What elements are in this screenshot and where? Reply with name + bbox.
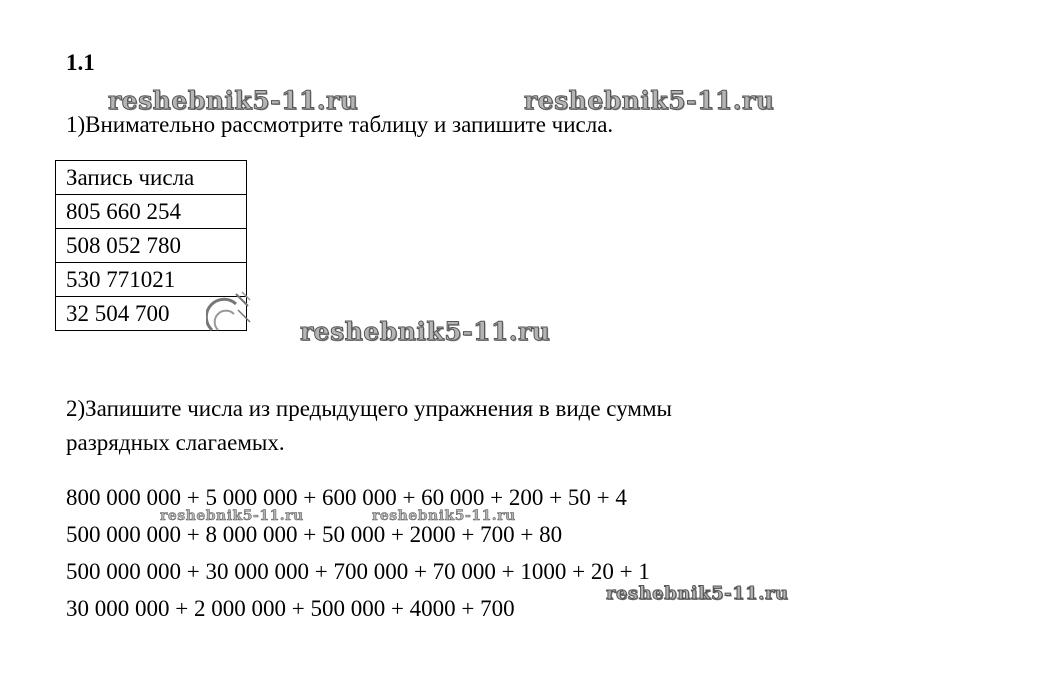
equation-line: 500 000 000 + 8 000 000 + 50 000 + 2000 + 700 + 80 [66,522,563,547]
table-cell: 32 504 700 [56,297,247,331]
watermark: reshebnik5-11.ru [160,508,304,524]
equation-line: 500 000 000 + 30 000 000 + 700 000 + 70 000 + 1000 + 20 + 1 [66,559,650,584]
table-row [56,229,247,263]
task-2-line-2: разрядных слагаемых. [66,430,285,455]
watermark: reshebnik5-11.ru [524,86,775,115]
equation-line: 800 000 000 + 5 000 000 + 600 000 + 60 000 + 200 + 50 + 4 [66,485,627,510]
watermark: reshebnik5-11.ru [372,508,516,524]
task-1-text: 1)Внимательно рассмотрите таблицу и запишите числа. [66,112,614,137]
watermark: reshebnik5-11.ru [606,583,789,604]
table-header-row [56,161,247,195]
table-header-cell: Запись числа [56,161,247,195]
watermark: reshebnik5-11.ru [108,86,359,115]
exercise-number: 1.1 [66,50,95,75]
table-cell: 805 660 254 [56,195,247,229]
table-cell: 508 052 780 [56,229,247,263]
task-2-line-1: 2)Запишите числа из предыдущего упражнения в виде суммы [66,396,672,421]
watermark: reshebnik5-11.ru [300,317,551,346]
table-row [56,195,247,229]
table-cell: 530 771021 [56,263,247,297]
watermark-emblem-icon [206,290,252,336]
equation-line: 30 000 000 + 2 000 000 + 500 000 + 4000 + 700 [66,596,515,621]
